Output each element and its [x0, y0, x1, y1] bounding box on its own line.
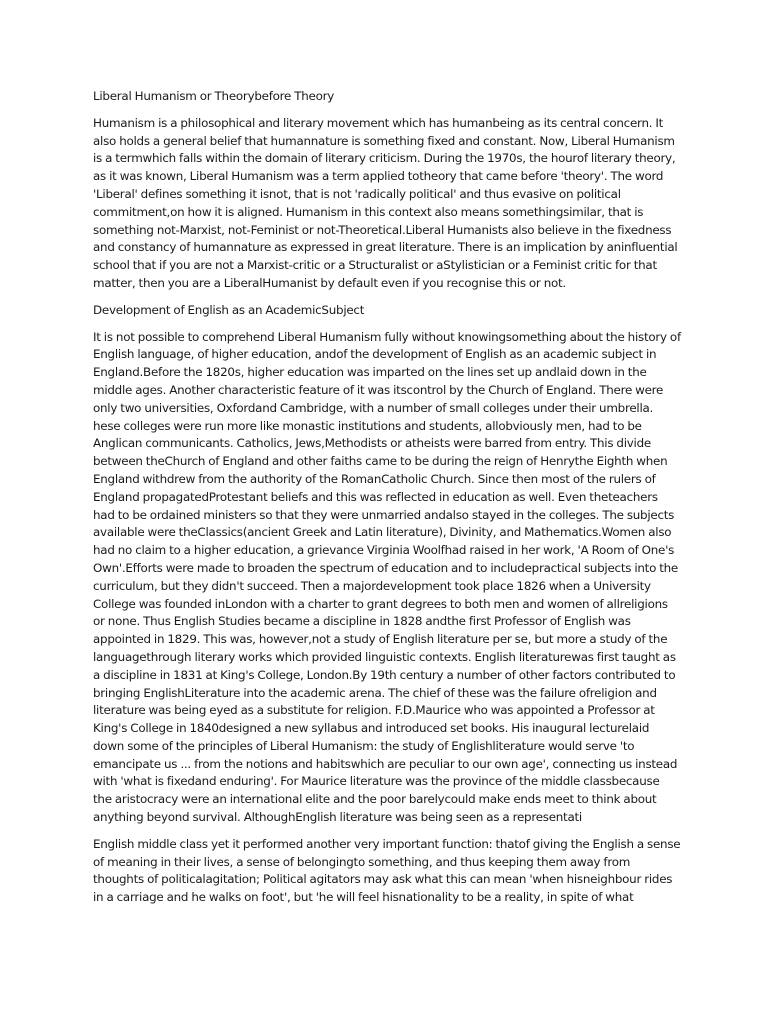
- paragraph-humanism-definition: Humanism is a philosophical and literary movement which has humanbeing as its central concern. It also holds a general belief that humannature is something fixed and constant. Now, Liberal Humanism is a termwhich falls within the domain of literary criticism. During the 1970s, the hourof literary theory, as it was known, Liberal Humanism was a term applied totheory that came before 'theory'. The word 'Liberal' defines something it isnot, that is not 'radically political' and thus evasive on political commitment,on how it is aligned. Humanism in this context also means somethingsimilar, that is something not-Marxist, not-Feminist or not-Theoretical.Liberal Humanists also believe in the fixedness and constancy of humannature as expressed in great literature. There is an implication by aninfluential school that if you are not a Marxist-critic or a Structuralist or aStylistician or a Feminist critic for that matter, then you are a LiberalHumanist by default even if you recognise this or not.: [93, 115, 678, 290]
- paragraph-history-of-english: It is not possible to comprehend Liberal Humanism fully without knowingsomething about the history of English language, of higher education, andof the development of English as an academic subject in England.Before the 1820s, higher education was imparted on the lines set up andlaid down in the middle ages. Another characteristic feature of it was itscontrol by the Church of England. There were only two universities, Oxfordand Cambridge, with a number of small colleges under their umbrella. hese colleges were run more like monastic institutions and students, allobviously men, had to be Anglican communicants. Catholics, Jews,Methodists or atheists were barred from entry. This divide between theChurch of England and other faiths came to be during the reign of Henrythe Eighth when England withdrew from the authority of the RomanCatholic Church. Since then most of the rulers of England propagatedProtestant beliefs and this was reflected in education as well. Even theteachers had to be ordained ministers so that they were unmarried andalso stayed in the colleges. The subjects available were theClassics(ancient Greek and Latin literature), Divinity, and Mathematics.Women also had no claim to a higher education, a grievance Virginia Woolfhad raised in her work, 'A Room of One's Own'.Efforts were made to broaden the spectrum of education and to includepractical subjects into the curriculum, but they didn't succeed. Then a majordevelopment took place 1826 when a University College was founded inLondon with a charter to grant degrees to both men and women of allreligions or none. Thus English Studies became a discipline in 1828 andthe first Professor of English was appointed in 1829. This was, however,not a study of English literature per se, but more a study of the languagethrough literary works which provided linguistic contexts. English literaturewas first taught as a discipline in 1831 at King's College, London.By 19th century a number of other factors contributed to bringing EnglishLiterature into the academic arena. The chief of these was the failure ofreligion and literature was being eyed as a substitute for religion. F.D.Maurice who was appointed a Professor at King's College in 1840designed a new syllabus and introduced set books. His inaugural lecturelaid down some of the principles of Liberal Humanism: the study of Englishliterature would serve 'to emancipate us ... from the notions and habitswhich are peculiar to our own age', connecting us instead with 'what is fixedand enduring'. For Maurice literature was the province of the middle classbecause the aristocracy were an international elite and the poor barelycould make ends meet to think about anything beyond survival. AlthoughEnglish literature was being seen as a representati: [93, 329, 681, 825]
- section-heading: Development of English as an AcademicSubject: [93, 302, 365, 317]
- document-page: [93, 88, 681, 916]
- document-title: Liberal Humanism or Theorybefore Theory: [93, 89, 335, 103]
- paragraph-middle-class: English middle class yet it performed another very important function: thatof giving the English a sense of meaning in their lives, a sense of belongingto something, and thus keeping them away from thoughts of politicalagitation; Political agitators may ask what this can mean 'when hisneighbour rides in a carriage and he walks on foot', but 'he will feel hisnationality to be a reality, in spite of what: [93, 836, 681, 905]
